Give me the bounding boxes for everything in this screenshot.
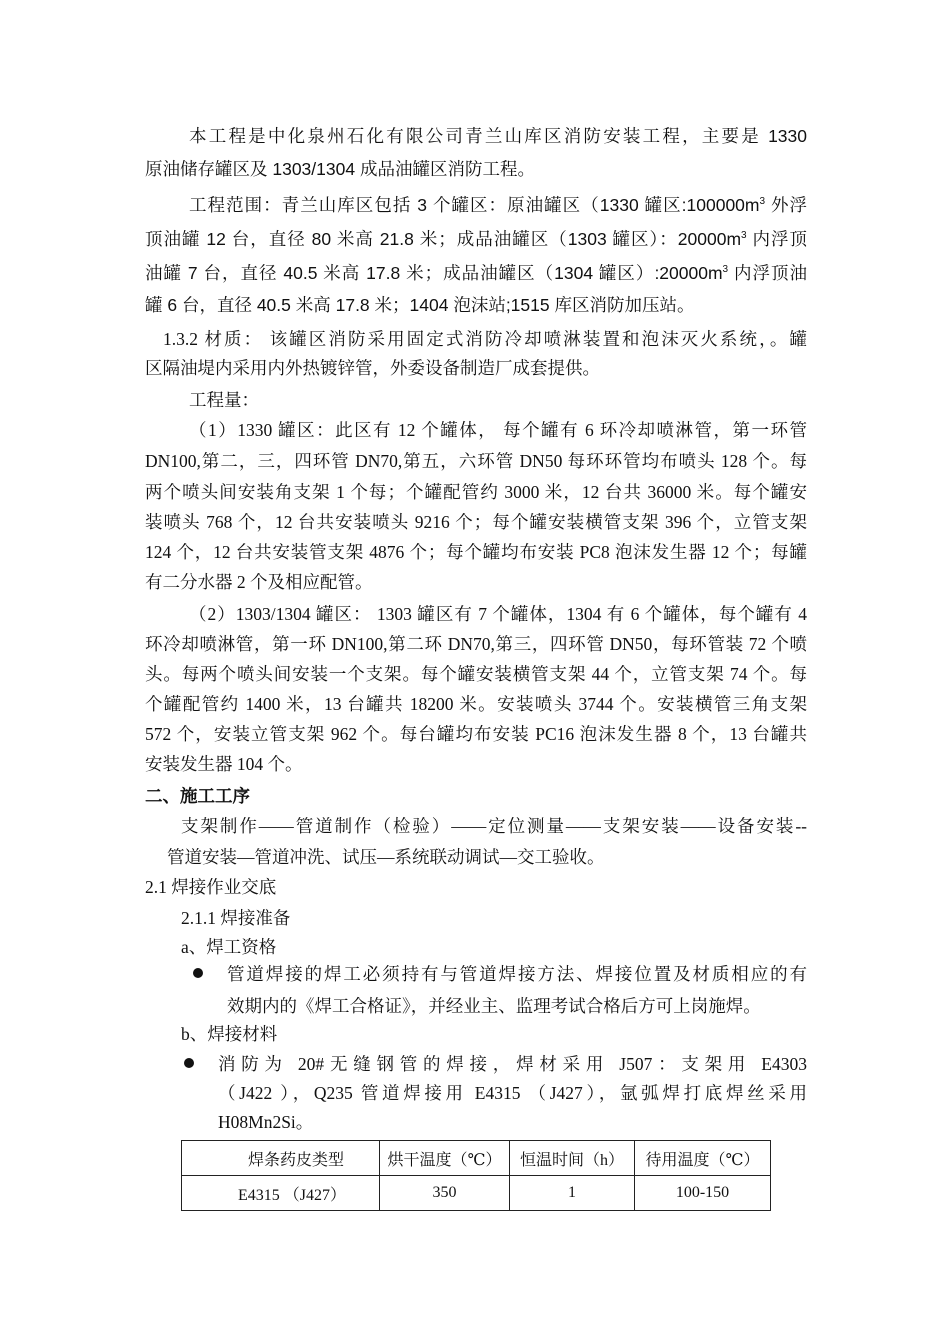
quantity-heading: 工程量： — [189, 390, 259, 410]
zone1303-line-6: 安装发生器 104 个。 — [145, 754, 303, 774]
zone1330-line-6: 有二分水器 2 个及相应配管。 — [145, 572, 373, 592]
qualification-line-2: 效期内的《焊工合格证》，并经业主、监理考试合格后方可上岗施焊。 — [227, 996, 761, 1016]
scope-line-3: 油罐 7 台，直径 40.5 米高 17.8 米；成品油罐区（1304 罐区）$:20000m^3$ 内浮顶油 — [145, 263, 807, 283]
electrode-drying-table — [181, 1140, 771, 1211]
table-cell: E4315 （J427） — [182, 1176, 380, 1211]
scope-line-2: 顶油罐 12 台，直径 80 米高 21.8 米；成品油罐区（1303 罐区）：$20000m^3$ 内浮顶 — [145, 229, 807, 249]
process-line-1: 支架制作——管道制作（检验）——定位测量——支架安装——设备安装-- — [181, 816, 807, 836]
zone1330-line-2: DN100,第二，三，四环管 DN70,第五，六环管 DN50 每环环管均布喷头 128 个。每 — [145, 451, 807, 471]
zone1330-line-5: 124 个，12 台共安装管支架 4876 个；每个罐均布安装 PC8 泡沫发生器 12 个；每罐 — [145, 542, 807, 562]
table-row — [182, 1176, 771, 1211]
zone1303-line-2: 环冷却喷淋管，第一环 DN100,第二环 DN70,第三，四环管 DN50，每环管装 72 个喷 — [145, 634, 807, 654]
bullet-icon — [193, 968, 203, 978]
table-cell: 100-150 — [635, 1176, 771, 1211]
zone1303-line-5: 572 个，安装立管支架 962 个。每台罐均布安装 PC16 泡沫发生器 8 个，13 台罐共 — [145, 724, 807, 744]
item-a-welder-qualification: a、焊工资格 — [181, 937, 277, 957]
zone1303-line-4: 个罐配管约 1400 米，13 台罐共 18200 米。安装喷头 3744 个。安装横管三角支架 — [145, 694, 807, 714]
materials-line-2: （J422 ），Q235 管道焊接用 E4315 （J427），氩弧焊打底焊丝采用 — [218, 1083, 807, 1103]
table-cell: 350 — [380, 1176, 510, 1211]
zone1330-line-4: 装喷头 768 个，12 台共安装喷头 9216 个；每个罐安装横管支架 396 个，立管支架 — [145, 512, 807, 532]
item-b-welding-materials: b、焊接材料 — [181, 1024, 278, 1044]
intro-line-1: 本工程是中化泉州石化有限公司青兰山库区消防安装工程，主要是 1330 — [189, 126, 807, 146]
material-line-1: 1.3.2 材质： 该罐区消防采用固定式消防冷却喷淋装置和泡沫灭火系统，。罐 — [163, 329, 807, 349]
process-line-2: 管道安装—管道冲洗、试压—系统联动调试—交工验收。 — [167, 847, 605, 867]
material-line-2: 区隔油堤内采用内外热镀锌管，外委设备制造厂成套提供。 — [145, 358, 600, 378]
scope-line-4: 罐 6 台，直径 40.5 米高 17.8 米；1404 泡沫站;1515 库区消防加压站。 — [145, 295, 695, 315]
table-header-cell: 烘干温度（℃） — [380, 1141, 510, 1176]
subsection-2-1-1: 2.1.1 焊接准备 — [181, 908, 291, 928]
bullet-icon — [184, 1058, 194, 1068]
qualification-line-1: 管道焊接的焊工必须持有与管道焊接方法、焊接位置及材质相应的有 — [227, 964, 807, 984]
materials-line-3: H08Mn2Si。 — [218, 1112, 314, 1132]
table-header-cell: 焊条药皮类型 — [182, 1141, 380, 1176]
scope-line-1: 工程范围：青兰山库区包括 3 个罐区：原油罐区（1330 罐区$:100000m^3$ 外浮 — [189, 195, 807, 215]
section-heading-process: 二、施工工序 — [145, 786, 250, 806]
table-header-cell: 待用温度（℃） — [635, 1141, 771, 1176]
materials-line-1: 消防为 20#无缝钢管的焊接，焊材采用 J507：支架用 E4303 — [218, 1054, 807, 1074]
table-header-cell: 恒温时间（h） — [510, 1141, 635, 1176]
intro-line-2: 原油储存罐区及 1303/1304 成品油罐区消防工程。 — [145, 159, 535, 179]
subsection-2-1: 2.1 焊接作业交底 — [145, 877, 277, 897]
zone1303-line-3: 头。每两个喷头间安装一个支架。每个罐安装横管支架 44 个，立管支架 74 个。每 — [145, 664, 807, 684]
table-header-row — [182, 1141, 771, 1176]
zone1330-line-1: （1）1330 罐区：此区有 12 个罐体， 每个罐有 6 环冷却喷淋管，第一环管 — [189, 420, 807, 440]
zone1330-line-3: 两个喷头间安装角支架 1 个每；个罐配管约 3000 米，12 台共 36000 米。每个罐安 — [145, 482, 807, 502]
zone1303-line-1: （2）1303/1304 罐区： 1303 罐区有 7 个罐体，1304 有 6 个罐体，每个罐有 4 — [189, 604, 807, 624]
table-cell: 1 — [510, 1176, 635, 1211]
